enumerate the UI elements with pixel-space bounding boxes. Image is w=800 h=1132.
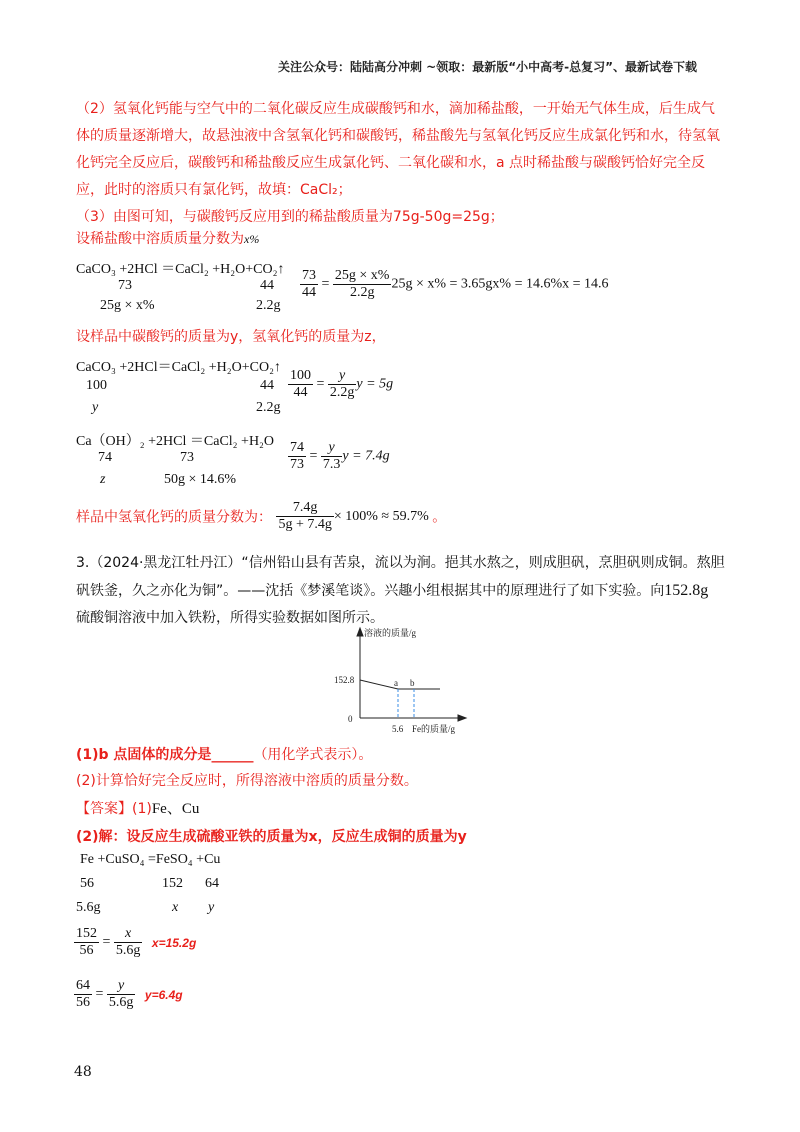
eq4-row2-c: 64 <box>205 876 219 891</box>
sub-question-2: (2)计算恰好完全反应时，所得溶液中溶质的质量分数。 <box>76 773 418 789</box>
eq3-row2-b: 73 <box>180 450 194 465</box>
y-axis-arrow <box>357 628 363 636</box>
origin-label: 0 <box>348 714 353 724</box>
data-line-decline <box>360 680 398 689</box>
eq3-fraction-chain: $\frac{74}{73}$ = $\frac{y}{7.3}$ y = 7.4g <box>290 440 390 472</box>
eq4-row3-a: 5.6g <box>76 900 101 915</box>
part3-line1: （3）由图可知，与碳酸钙反应用到的稀盐酸质量为75g-50g=25g； <box>76 209 504 225</box>
eq2-row3-b: 2.2g <box>256 400 281 415</box>
eq2-reaction: CaCO₃ +2HCl＝CaCl₂ +H₂O+CO₂↑ <box>76 360 281 375</box>
eq1-reaction: CaCO₃ +2HCl ＝CaCl₂ +H₂O+CO₂↑ <box>76 262 285 277</box>
eq4-reaction: Fe +CuSO₄ =FeSO₄ +Cu <box>80 852 221 867</box>
y-tick-label: 152.8 <box>334 675 355 685</box>
part2-paragraph: （2）氢氧化钙能与空气中的二氧化碳反应生成碳酸钙和水，滴加稀盐酸，一开始无气体生成，后生成气体的质量逐渐增大，故悬浊液中含氢氧化钙和碳酸钙，稀盐酸先与氢氧化钙反应生成氯化钙和水，待氢氧化钙完全反应后，碳酸钙和稀盐酸反应生成氯化钙、二氧化碳和水，a 点时稀盐酸与碳酸钙恰好完全反应，此时的溶质只有氯化钙，故填：CaCl₂； <box>76 101 720 198</box>
point-b-label: b <box>410 678 415 688</box>
page-number: 48 <box>74 1064 92 1080</box>
eq3-row2-a: 74 <box>98 450 112 465</box>
eq2-row3-a: y <box>92 400 99 415</box>
eq1-row3-a: 25g × x% <box>100 298 155 313</box>
set-variables-line: 设样品中碳酸钙的质量为y，氢氧化钙的质量为z， <box>76 329 386 345</box>
part3-line2: 设稀盐酸中溶质质量分数为x% <box>76 231 260 247</box>
eq4-row3-b: x <box>172 900 179 915</box>
y-axis-label: 溶液的质量/g <box>364 628 417 638</box>
result-line: 样品中氢氧化钙的质量分数为： $\frac{7.4g}{5g + 7.4g}$ × 100% ≈ 59.7% 。 <box>76 500 447 532</box>
eq1-row2-b: 44 <box>260 278 274 293</box>
eq4-row2-a: 56 <box>80 876 94 891</box>
eq3-row3-b: 50g × 14.6% <box>164 472 237 487</box>
question-3-text: 3.（2024·黑龙江牡丹江）“信州铅山县有苦泉，流以为涧。挹其水熬之，则成胆矾，烹胆矾则成铜。熬胆矾铁釜，久之亦化为铜”。——沈括《梦溪笔谈》。兴趣小组根据其中的原理进行了如下实验。向152.8g 硫酸铜溶液中加入铁粉，所得实验数据如图所示。 <box>76 555 725 626</box>
eq2-row2-b: 44 <box>260 378 274 393</box>
eq1-row2-a: 73 <box>118 278 132 293</box>
eq1-fraction-chain: $\frac{73}{44}$ = $\frac{25g \times x\%}{2.2g}$ 25g × x% = 3.65gx% = 14.6%x = 14.6 <box>302 268 609 300</box>
point-a-label: a <box>394 678 398 688</box>
eq4-row2-b: 152 <box>162 876 183 891</box>
solution-mass-chart <box>330 622 480 742</box>
solution-line: (2)解：设反应生成硫酸亚铁的质量为x，反应生成铜的质量为y <box>76 829 467 845</box>
calc-copper: $\frac{64}{56}$ = $\frac{y}{5.6g}$ y=6.4g <box>76 978 183 1010</box>
sub-question-1: (1)b 点固体的成分是______（用化学式表示）。 <box>76 747 373 763</box>
eq3-row3-a: z <box>100 472 106 487</box>
eq4-row3-c: y <box>208 900 215 915</box>
x-tick-label: 5.6 <box>392 724 404 734</box>
eq1-row3-b: 2.2g <box>256 298 281 313</box>
eq2-fraction-chain: $\frac{100}{44}$ = $\frac{y}{2.2g}$ y = 5g <box>290 368 394 400</box>
x-axis-label: Fe的质量/g <box>412 724 456 734</box>
answer-line: 【答案】(1)Fe、Cu <box>76 801 200 817</box>
x-axis-arrow <box>458 715 466 721</box>
calc-ferrous-sulfate: $\frac{152}{56}$ = $\frac{x}{5.6g}$ x=15.2g <box>76 926 197 958</box>
eq2-row2-a: 100 <box>86 378 107 393</box>
page-header: 关注公众号：陆陆高分冲刺 ~领取：最新版“小中高考-总复习”、最新试卷下载 <box>278 60 697 74</box>
eq3-reaction: Ca（OH）₂ +2HCl ＝CaCl₂ +H₂O <box>76 434 275 449</box>
